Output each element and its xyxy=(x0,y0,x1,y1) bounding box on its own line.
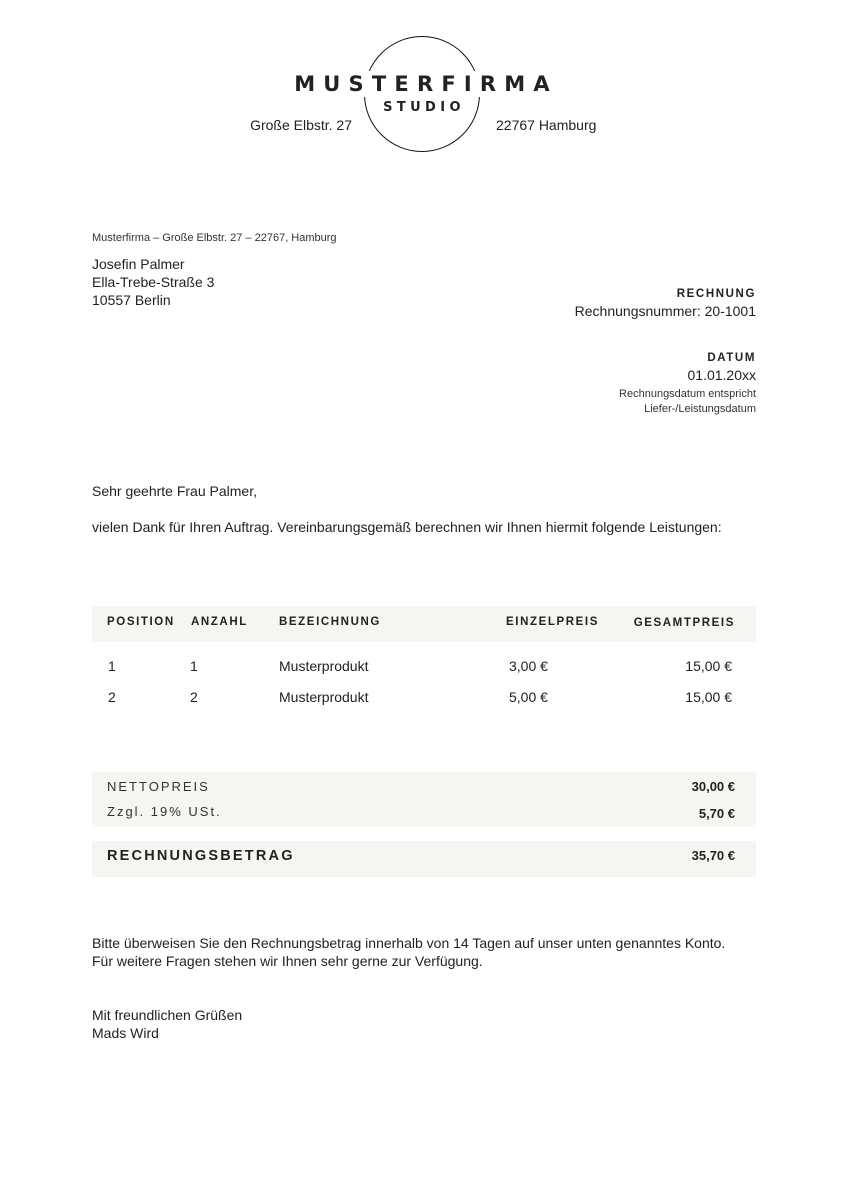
invoice-meta xyxy=(575,288,756,319)
date-label: DATUM xyxy=(707,352,756,364)
row-quantity: 2 xyxy=(190,689,198,705)
total-value: 35,70 € xyxy=(691,848,735,863)
header-total-price: GESAMTPREIS xyxy=(633,617,735,629)
closing-text xyxy=(92,934,725,970)
net-value: 30,00 € xyxy=(691,779,735,794)
header-unit-price: EINZELPREIS xyxy=(506,616,600,628)
date-note-line-1: Rechnungsdatum entspricht xyxy=(619,388,756,400)
sender-line: Musterfirma – Große Elbstr. 27 – 22767, Hamburg xyxy=(92,232,337,244)
table-header xyxy=(92,606,756,642)
letterhead-street: Große Elbstr. 27 xyxy=(250,117,352,133)
vat-label: Zzgl. 19% USt. xyxy=(107,804,222,819)
row-unit-price: 3,00 € xyxy=(509,658,548,674)
signer-name: Mads Wird xyxy=(92,1025,159,1041)
date-note-line-2: Liefer-/Leistungsdatum xyxy=(644,403,756,415)
brand-sub: STUDIO xyxy=(383,100,465,115)
row-unit-price: 5,00 € xyxy=(509,689,548,705)
row-position: 1 xyxy=(108,658,116,674)
row-description: Musterprodukt xyxy=(279,689,369,705)
recipient-name: Josefin Palmer xyxy=(92,256,185,272)
recipient-city: 10557 Berlin xyxy=(92,292,171,308)
closing-line-2: Für weitere Fragen stehen wir Ihnen sehr gerne zur Verfügung. xyxy=(92,953,483,969)
date-note xyxy=(619,387,756,417)
row-description: Musterprodukt xyxy=(279,658,369,674)
header-position: POSITION xyxy=(107,616,175,628)
letterhead-city: 22767 Hamburg xyxy=(496,117,597,133)
net-label: NETTOPREIS xyxy=(107,779,210,794)
row-total-price: 15,00 € xyxy=(685,658,732,674)
closing-line-1: Bitte überweisen Sie den Rechnungsbetrag innerhalb von 14 Tagen auf unser unten genanntes Konto. xyxy=(92,935,726,951)
row-total-price: 15,00 € xyxy=(685,689,732,705)
signature xyxy=(92,1006,242,1042)
brand-name: MUSTERFIRMA xyxy=(284,71,568,97)
recipient-address xyxy=(92,255,214,309)
greeting: Sehr geehrte Frau Palmer, xyxy=(92,483,257,499)
regards-line: Mit freundlichen Grüßen xyxy=(92,1007,243,1023)
invoice-number: Rechnungsnummer: 20-1001 xyxy=(574,303,756,319)
invoice-date: 01.01.20xx xyxy=(687,367,756,383)
date-meta xyxy=(619,352,756,417)
recipient-street: Ella-Trebe-Straße 3 xyxy=(92,274,215,290)
subtotal-box xyxy=(92,772,756,827)
row-position: 2 xyxy=(108,689,116,705)
total-box xyxy=(92,841,756,877)
total-label: RECHNUNGSBETRAG xyxy=(107,848,295,864)
header-description: BEZEICHNUNG xyxy=(279,616,381,628)
intro-text: vielen Dank für Ihren Auftrag. Vereinbarungsgemäß berechnen wir Ihnen hiermit folgende Leistungen: xyxy=(92,519,722,535)
header-quantity: ANZAHL xyxy=(191,616,248,628)
row-quantity: 1 xyxy=(190,658,198,674)
vat-value: 5,70 € xyxy=(698,806,735,821)
invoice-label: RECHNUNG xyxy=(676,288,756,300)
